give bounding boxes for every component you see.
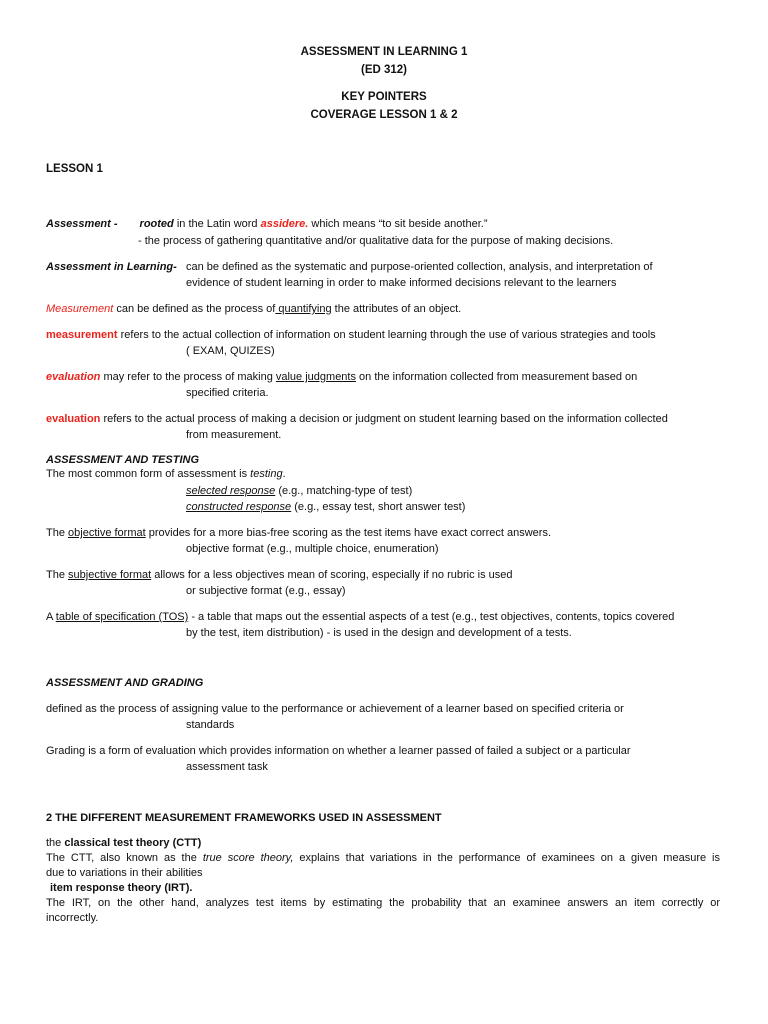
- objective-format-key: objective format: [68, 527, 146, 539]
- measurement-term: Measurement: [46, 303, 114, 315]
- selected-response-desc: (e.g., matching-type of test): [275, 485, 413, 497]
- evaluation-process-text: refers to the actual process of making a decision or judgment on student learning based on the information collected: [100, 413, 668, 425]
- irt-title: item response theory (IRT).: [50, 882, 193, 894]
- measurement-term-2: measurement: [46, 329, 118, 341]
- ctt-text-c: explains that variations in the performance of examinees on a given measure is: [293, 852, 720, 864]
- evaluation-term: evaluation: [46, 371, 101, 383]
- subjective-format-key: subjective format: [68, 569, 152, 581]
- measurement-text: can be defined as the process of: [113, 303, 276, 315]
- constructed-response-item: [186, 500, 465, 514]
- assessment-definition: [46, 217, 487, 231]
- selected-response-term: selected response: [186, 485, 276, 497]
- ctt-line1: [46, 851, 720, 865]
- tos-pre: A: [46, 611, 56, 623]
- ctt-title: classical test theory (CTT): [64, 837, 202, 849]
- subjective-format-para: [46, 568, 513, 582]
- grading-definition-line2: standards: [186, 719, 235, 731]
- constructed-response-term: constructed response: [186, 501, 292, 513]
- measurement-collection-line2: ( EXAM, QUIZES): [186, 345, 275, 357]
- frameworks-heading: 2 THE DIFFERENT MEASUREMENT FRAMEWORKS USED IN ASSESSMENT: [46, 812, 442, 824]
- latin-word: assidere.: [260, 218, 309, 230]
- assessment-in-learning-term: [46, 260, 177, 274]
- testing-period: .: [282, 468, 286, 480]
- testing-word: testing: [250, 468, 283, 480]
- objective-format-para: [46, 526, 551, 540]
- evaluation-process: [46, 412, 668, 426]
- selected-response-item: [186, 484, 412, 498]
- tos-para: [46, 610, 674, 624]
- coverage-heading: COVERAGE LESSON 1 & 2: [310, 109, 458, 121]
- evaluation-process-line2: from measurement.: [186, 429, 282, 441]
- objective-post: provides for a more bias-free scoring as the test items have exact correct answers.: [145, 527, 552, 539]
- assessment-text: in the Latin word: [173, 218, 261, 230]
- measurement-text-end: the attributes of an object.: [331, 303, 462, 315]
- grading-evaluation-line2: assessment task: [186, 761, 268, 773]
- tos-line2: by the test, item distribution) - is used in the design and development of a tests.: [186, 627, 572, 639]
- constructed-response-desc: (e.g., essay test, short answer test): [291, 501, 466, 513]
- objective-pre: The: [46, 527, 69, 539]
- subjective-format-example: or subjective format (e.g., essay): [186, 585, 346, 597]
- value-judgments-key: value judgments: [275, 371, 356, 383]
- ctt-text-a: The CTT, also known as the: [46, 852, 203, 864]
- evaluation-text-end: on the information collected from measurement based on: [355, 371, 638, 383]
- ctt-heading: [46, 836, 201, 850]
- objective-format-example: objective format (e.g., multiple choice, enumeration): [186, 543, 439, 555]
- course-code: (ED 312): [360, 64, 408, 76]
- measurement-definition: [46, 302, 461, 316]
- ctt-pre: the: [46, 837, 65, 849]
- assessment-in-learning-line2: evidence of student learning in order to make informed decisions relevant to the learners: [186, 277, 617, 289]
- ail-term: Assessment in Learning-: [46, 261, 177, 273]
- testing-intro-text: The most common form of assessment is: [46, 468, 251, 480]
- evaluation-term-2: evaluation: [46, 413, 101, 425]
- subjective-pre: The: [46, 569, 69, 581]
- assessment-meaning: which means “to sit beside another.”: [308, 218, 488, 230]
- assessment-grading-heading: ASSESSMENT AND GRADING: [46, 677, 204, 689]
- quantifying-key: quantifying: [275, 303, 332, 315]
- rooted-word: rooted: [139, 218, 174, 230]
- key-pointers-heading: KEY POINTERS: [341, 91, 427, 103]
- testing-intro: [46, 467, 286, 481]
- document-title: ASSESSMENT IN LEARNING 1: [300, 46, 468, 58]
- ctt-line2: due to variations in their abilities: [46, 867, 203, 879]
- lesson-1-heading: LESSON 1: [46, 163, 103, 175]
- irt-line1: The IRT, on the other hand, analyzes test items by estimating the probability that an examinee answers an item correctly or: [46, 897, 720, 909]
- subjective-post: allows for a less objectives mean of scoring, especially if no rubric is used: [151, 569, 513, 581]
- assessment-definition-line2: - the process of gathering quantitative and/or qualitative data for the purpose of making decisions.: [138, 235, 614, 247]
- true-score-theory: true score theory,: [202, 852, 294, 864]
- evaluation-text: may refer to the process of making: [100, 371, 276, 383]
- assessment-in-learning-line1: can be defined as the systematic and purpose-oriented collection, analysis, and interpretation of: [186, 261, 653, 273]
- tos-post: - a table that maps out the essential aspects of a test (e.g., test objectives, contents, topics covered: [188, 611, 675, 623]
- tos-key: table of specification (TOS): [55, 611, 189, 623]
- evaluation-definition: [46, 370, 637, 384]
- measurement-collection: [46, 328, 656, 342]
- grading-evaluation-line1: Grading is a form of evaluation which provides information on whether a learner passed of failed a subject or a particular: [46, 745, 631, 757]
- evaluation-definition-line2: specified criteria.: [186, 387, 269, 399]
- assessment-term: Assessment -: [46, 218, 118, 230]
- measurement-collection-text: refers to the actual collection of information on student learning through the use of various strategies and tools: [117, 329, 656, 341]
- grading-definition-line1: defined as the process of assigning value to the performance or achievement of a learner based on specified criteria or: [46, 703, 624, 715]
- irt-line2: incorrectly.: [46, 912, 99, 924]
- assessment-testing-heading: ASSESSMENT AND TESTING: [46, 454, 199, 466]
